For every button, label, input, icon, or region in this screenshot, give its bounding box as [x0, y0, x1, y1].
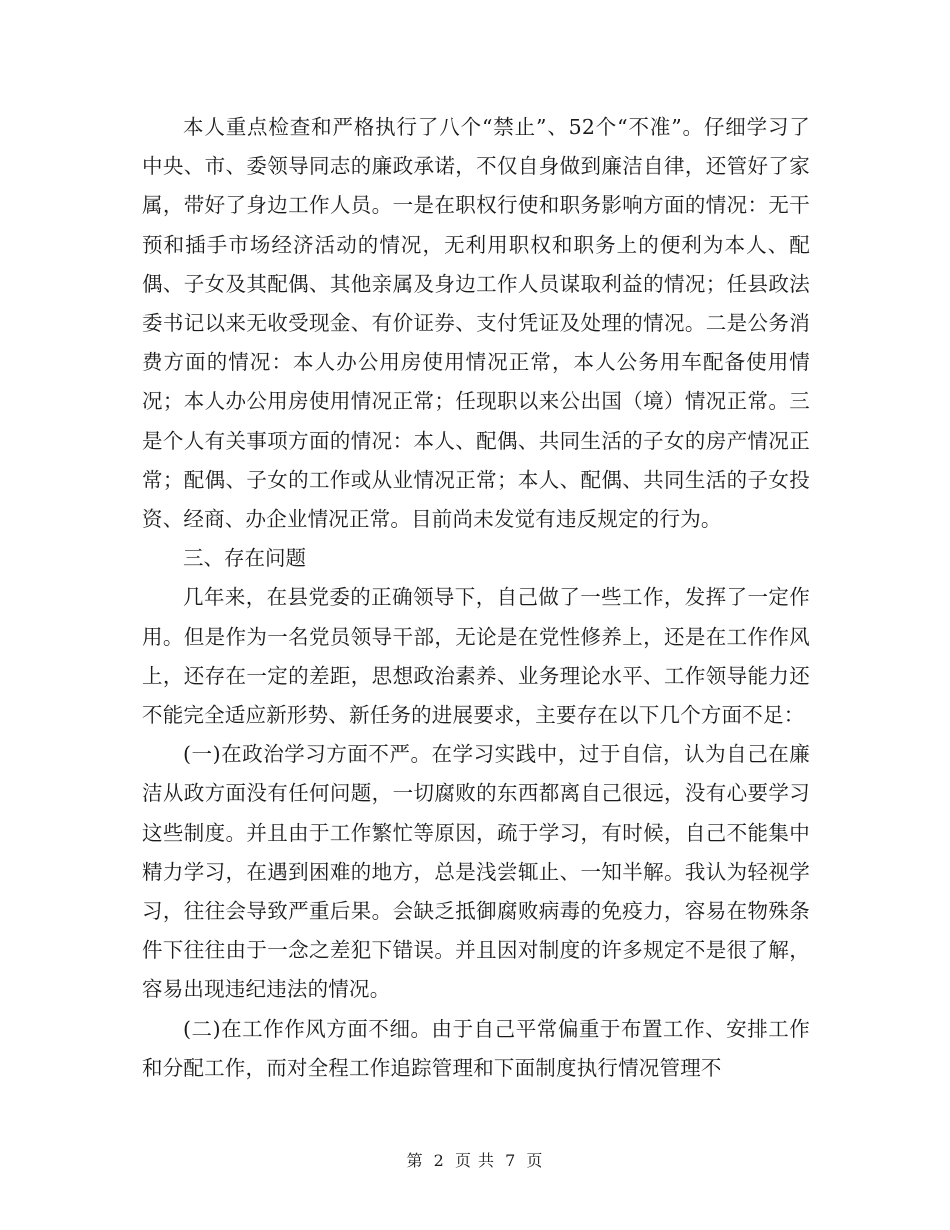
footer-total-pages: 7	[505, 1151, 517, 1170]
page-footer	[0, 1148, 950, 1171]
paragraph-self-check: 本人重点检查和严格执行了八个“禁止”、52个“不准”。仔细学习了中央、市、委领导同志的廉政承诺，不仅自身做到廉洁自律，还管好了家属，带好了身边工作人员。一是在职权行使和职务影响方面的情况：无干预和插手市场经济活动的情况，无利用职权和职务上的便利为本人、配偶、子女及其配偶、其他亲属及身边工作人员谋取利益的情况；任县政法委书记以来无收受现金、有价证券、支付凭证及处理的情况。二是公务消费方面的情况：本人办公用房使用情况正常，本人公务用车配备使用情况；本人办公用房使用情况正常；任现职以来公出国（境）情况正常。三是个人有关事项方面的情况：本人、配偶、共同生活的子女的房产情况正常；配偶、子女的工作或从业情况正常；本人、配偶、共同生活的子女投资、经商、办企业情况正常。目前尚未发觉有违反规定的行为。	[142, 115, 810, 532]
footer-middle: 页 共	[454, 1151, 496, 1170]
paragraph-work-style: (二)在工作作风方面不细。由于自己平常偏重于布置工作、安排工作和分配工作，而对全程工作追踪管理和下面制度执行情况管理不	[142, 1016, 810, 1080]
footer-prefix: 第	[406, 1151, 424, 1170]
section-heading-problems: 三、存在问题	[183, 546, 306, 571]
document-body	[142, 108, 810, 1088]
paragraph-overview: 几年来，在县党委的正确领导下，自己做了一些工作，发挥了一定作用。但是作为一名党员领导干部，无论是在党性修养上，还是在工作作风上，还存在一定的差距，思想政治素养、业务理论水平、工作领导能力还不能完全适应新形势、新任务的进展要求，主要存在以下几个方面不足：	[142, 585, 810, 728]
paragraph-political-study: (一)在政治学习方面不严。在学习实践中，过于自信，认为自己在廉洁从政方面没有任何问题，一切腐败的东西都离自己很远，没有心要学习这些制度。并且由于工作繁忙等原因，疏于学习，有时候，自己不能集中精力学习，在遇到困难的地方，总是浅尝辄止、一知半解。我认为轻视学习，往往会导致严重后果。会缺乏抵御腐败病毒的免疫力，容易在物殊条件下往往由于一念之差犯下错误。并且因对制度的许多规定不是很了解，容易出现违纪违法的情况。	[142, 742, 810, 1002]
footer-suffix: 页	[526, 1151, 544, 1170]
footer-current-page: 2	[433, 1151, 445, 1170]
